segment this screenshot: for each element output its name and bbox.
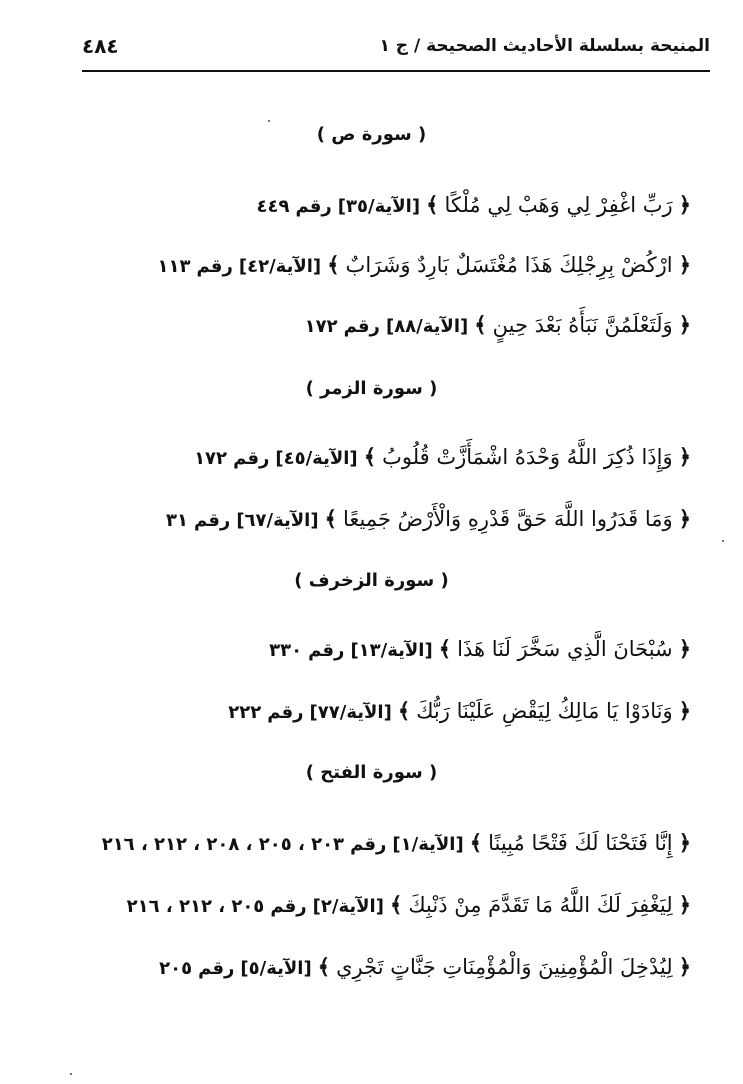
- verse-entry: [166, 504, 691, 534]
- number-label: رقم: [194, 510, 231, 531]
- hadith-numbers: ٢٠٥ ، ٢١٢ ، ٢١٦: [126, 896, 265, 917]
- open-bracket: ﴿: [678, 193, 691, 217]
- hadith-numbers: ٢٠٥: [159, 958, 193, 979]
- verse-text: سُبْحَانَ الَّذِي سَخَّرَ لَنَا هَذَا: [457, 637, 673, 661]
- surah-heading-zumar: ( سورة الزمر ): [305, 378, 438, 399]
- header-rule: [82, 70, 710, 72]
- verse-text: لِيَغْفِرَ لَكَ اللَّهُ مَا تَقَدَّمَ مِنْ ذَنْبِكَ: [408, 893, 673, 917]
- open-bracket: ﴿: [678, 637, 691, 661]
- number-label: رقم: [308, 640, 345, 661]
- ayah-reference: [الآية/٨٨]: [385, 316, 469, 337]
- close-bracket: ﴾: [397, 699, 411, 723]
- hadith-numbers: ١١٣: [157, 256, 191, 277]
- number-label: رقم: [295, 196, 332, 217]
- open-bracket: ﴿: [678, 313, 691, 337]
- verse-entry: [194, 442, 691, 472]
- verse-entry: [269, 634, 691, 664]
- close-bracket: ﴾: [438, 637, 452, 661]
- hadith-numbers: ٣٣٠: [269, 640, 303, 661]
- scan-speck: [70, 1073, 72, 1075]
- verse-text: رَبِّ اغْفِرْ لِي وَهَبْ لِي مُلْكًا: [444, 193, 673, 217]
- close-bracket: ﴾: [317, 955, 331, 979]
- verse-text: وَإِذَا ذُكِرَ اللَّهُ وَحْدَهُ اشْمَأَزَّتْ قُلُوبُ: [382, 445, 673, 469]
- verse-entry: [256, 190, 691, 220]
- page-number: ٤٨٤: [82, 34, 119, 58]
- verse-entry: [228, 696, 691, 726]
- verse-text: وَمَا قَدَرُوا اللَّهَ حَقَّ قَدْرِهِ وَالْأَرْضُ جَمِيعًا: [343, 507, 673, 531]
- surah-heading-sad: ( سورة ص ): [316, 124, 427, 145]
- ayah-reference: [الآية/٤٢]: [238, 256, 322, 277]
- ayah-reference: [الآية/١٣]: [350, 640, 433, 661]
- number-label: رقم: [350, 834, 387, 855]
- open-bracket: ﴿: [678, 893, 691, 917]
- close-bracket: ﴾: [469, 831, 483, 855]
- verse-entry: [305, 310, 691, 340]
- verse-entry: [159, 952, 691, 982]
- ayah-reference: [الآية/٣٥]: [337, 196, 421, 217]
- close-bracket: ﴾: [426, 193, 439, 217]
- open-bracket: ﴿: [678, 507, 691, 531]
- ayah-reference: [الآية/٦٧]: [236, 510, 319, 531]
- open-bracket: ﴿: [678, 253, 691, 277]
- number-label: رقم: [198, 958, 235, 979]
- number-label: رقم: [343, 316, 380, 337]
- hadith-numbers: ٣١: [165, 510, 188, 531]
- verse-text: وَلَتَعْلَمُنَّ نَبَأَهُ بَعْدَ حِينٍ: [492, 313, 673, 337]
- hadith-numbers: ١٧٢: [304, 316, 338, 337]
- ayah-reference: [الآية/١]: [392, 834, 464, 855]
- close-bracket: ﴾: [474, 313, 487, 337]
- number-label: رقم: [270, 896, 307, 917]
- hadith-numbers: ٢٠٣ ، ٢٠٥ ، ٢٠٨ ، ٢١٢ ، ٢١٦: [101, 834, 345, 855]
- hadith-numbers: ٤٤٩: [256, 196, 290, 217]
- verse-text: ارْكُضْ بِرِجْلِكَ هَذَا مُغْتَسَلٌ بَارِدٌ وَشَرَابٌ: [345, 253, 673, 277]
- close-bracket: ﴾: [390, 893, 403, 917]
- verse-text: لِيُدْخِلَ الْمُؤْمِنِينَ وَالْمُؤْمِنَاتِ جَنَّاتٍ تَجْرِي: [336, 955, 673, 979]
- verse-text: إِنَّا فَتَحْنَا لَكَ فَتْحًا مُبِينًا: [488, 831, 673, 855]
- hadith-numbers: ٢٢٢: [228, 702, 262, 723]
- close-bracket: ﴾: [324, 507, 337, 531]
- close-bracket: ﴾: [363, 445, 377, 469]
- open-bracket: ﴿: [678, 831, 691, 855]
- verse-entry: [158, 250, 691, 280]
- verse-entry: [102, 828, 691, 858]
- ayah-reference: [الآية/٥]: [240, 958, 312, 979]
- number-label: رقم: [233, 448, 270, 469]
- running-title: المنيحة بسلسلة الأحاديث الصحيحة / ج ١: [379, 36, 710, 56]
- scan-speck: [268, 120, 270, 122]
- ayah-reference: [الآية/٤٥]: [275, 448, 358, 469]
- number-label: رقم: [196, 256, 233, 277]
- ayah-reference: [الآية/٢]: [312, 896, 384, 917]
- open-bracket: ﴿: [678, 699, 691, 723]
- close-bracket: ﴾: [327, 253, 340, 277]
- surah-heading-zukhruf: ( سورة الزخرف ): [294, 570, 449, 591]
- hadith-numbers: ١٧٢: [194, 448, 228, 469]
- verse-entry: [127, 890, 691, 920]
- open-bracket: ﴿: [678, 955, 691, 979]
- number-label: رقم: [267, 702, 304, 723]
- surah-heading-fath: ( سورة الفتح ): [305, 762, 438, 783]
- page-header: [82, 32, 710, 68]
- open-bracket: ﴿: [678, 445, 691, 469]
- ayah-reference: [الآية/٧٧]: [309, 702, 392, 723]
- scan-speck: [722, 540, 724, 542]
- verse-text: وَنَادَوْا يَا مَالِكُ لِيَقْضِ عَلَيْنَا رَبُّكَ: [416, 699, 673, 723]
